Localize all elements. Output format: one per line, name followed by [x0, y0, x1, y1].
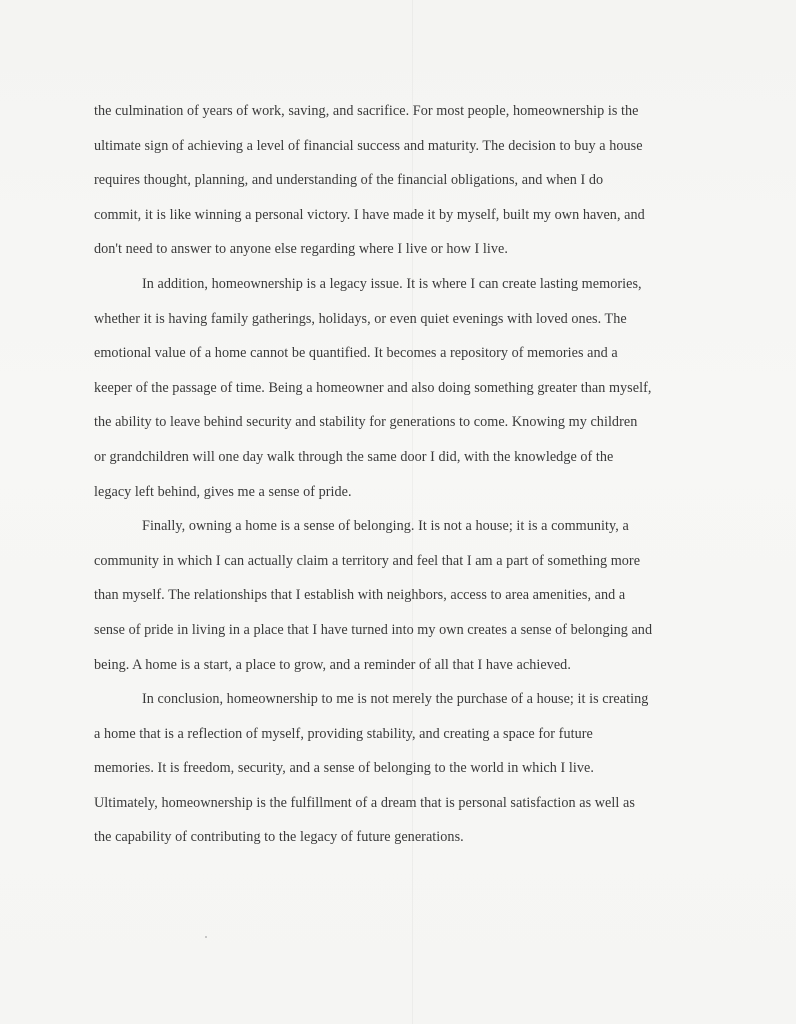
text-line: a home that is a reflection of myself, providing stability, and creating a space for future — [94, 725, 593, 742]
text-line: community in which I can actually claim a territory and feel that I am a part of something more — [94, 552, 641, 569]
text-line: the capability of contributing to the legacy of future generations. — [94, 829, 464, 846]
essay-body — [94, 94, 694, 855]
text-line: sense of pride in living in a place that I have turned into my own creates a sense of belonging and — [94, 621, 653, 638]
text-line: the ability to leave behind security and stability for generations to come. Knowing my children — [94, 414, 638, 431]
text-line: keeper of the passage of time. Being a homeowner and also doing something greater than myself, — [94, 379, 652, 396]
text-line: ultimate sign of achieving a level of financial success and maturity. The decision to buy a house — [94, 137, 643, 154]
text-line: emotional value of a home cannot be quantified. It becomes a repository of memories and a — [94, 345, 618, 362]
text-line: being. A home is a start, a place to grow, and a reminder of all that I have achieved. — [94, 656, 571, 673]
scan-speck — [205, 936, 207, 938]
text-line: than myself. The relationships that I establish with neighbors, access to area amenities, and a — [94, 587, 626, 604]
text-line: whether it is having family gatherings, holidays, or even quiet evenings with loved ones. The — [94, 310, 627, 327]
text-line: legacy left behind, gives me a sense of pride. — [94, 483, 352, 500]
text-line: Ultimately, homeownership is the fulfillment of a dream that is personal satisfaction as well as — [94, 794, 635, 811]
text-line: don't need to answer to anyone else regarding where I live or how I live. — [94, 241, 508, 258]
text-line: requires thought, planning, and understanding of the financial obligations, and when I do — [94, 172, 604, 189]
text-line: or grandchildren will one day walk through the same door I did, with the knowledge of the — [94, 448, 614, 465]
paragraph-first-line: In conclusion, homeownership to me is not merely the purchase of a house; it is creating — [142, 691, 649, 708]
text-line: the culmination of years of work, saving, and sacrifice. For most people, homeownership is the — [94, 103, 639, 119]
paragraph-first-line: In addition, homeownership is a legacy issue. It is where I can create lasting memories, — [142, 275, 642, 292]
paragraph-first-line: Finally, owning a home is a sense of belonging. It is not a house; it is a community, a — [142, 518, 629, 535]
text-line: commit, it is like winning a personal victory. I have made it by myself, built my own haven, and — [94, 206, 645, 223]
text-line: memories. It is freedom, security, and a sense of belonging to the world in which I live. — [94, 760, 594, 777]
